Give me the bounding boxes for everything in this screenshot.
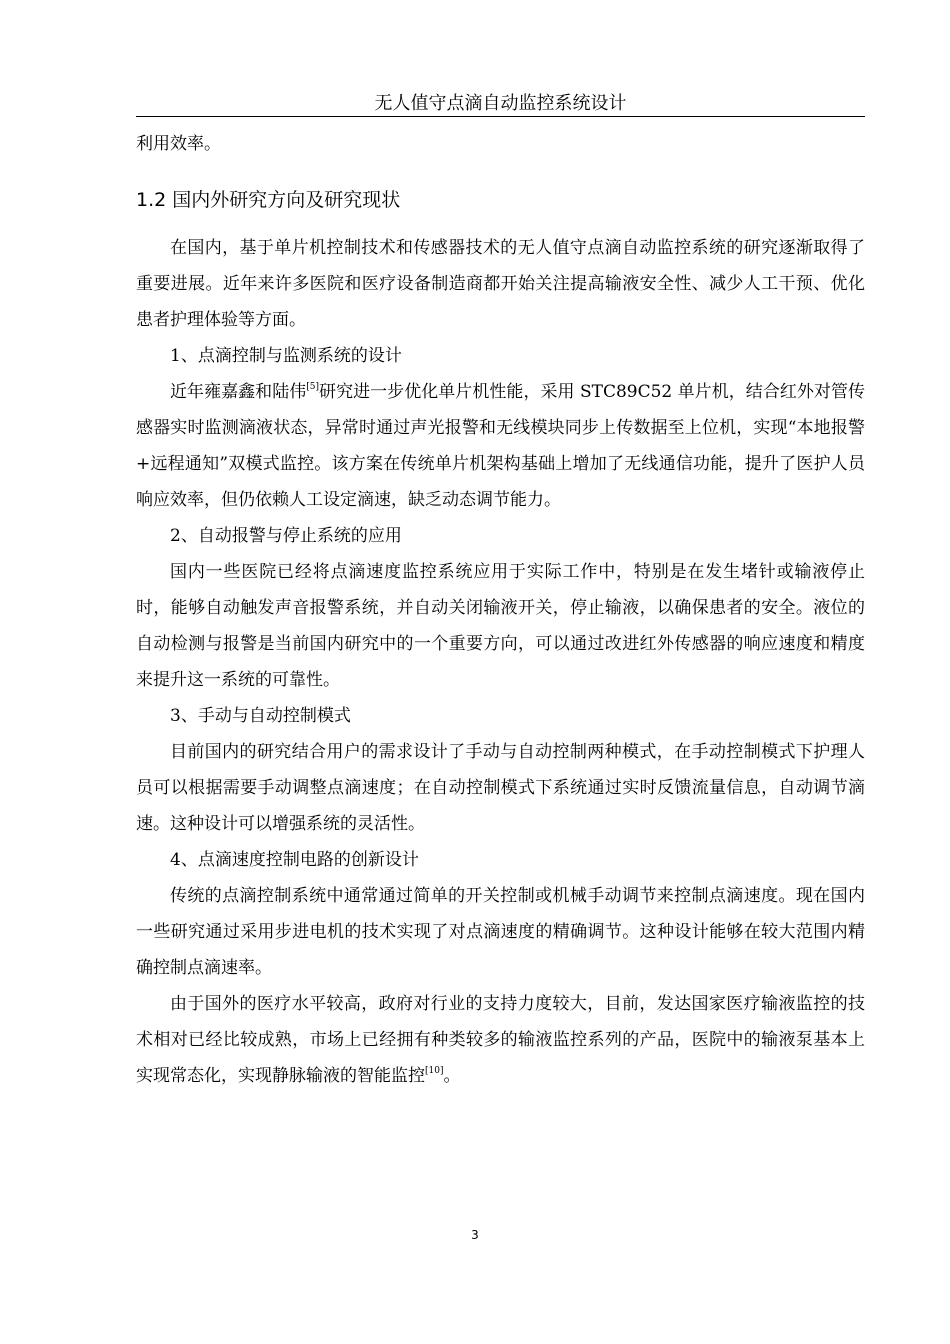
item-1-paragraph [136, 374, 865, 518]
citation-10[interactable]: [10] [425, 1066, 444, 1076]
item-2-title: 2、自动报警与停止系统的应用 [170, 526, 402, 546]
item-1-text-b: 研究进一步优化单片机性能，采用 STC89C52 单片机，结合红外对管传感器实时监测滴液状态，异常时通过声光报警和无线模块同步上传数据至上位机，实现“本地报警+远程通知”双模式监控。该方案在传统单片机架构基础上增加了无线通信功能，提升了医护人员响应效率，但仍依赖人工设定滴速，缺乏动态调节能力。 [136, 382, 865, 510]
item-3-title: 3、手动与自动控制模式 [170, 706, 351, 726]
foreign-text-b: 。 [443, 1066, 461, 1086]
item-1-text-a: 近年雍嘉鑫和陆伟 [170, 382, 307, 402]
item-4-title: 4、点滴速度控制电路的创新设计 [170, 850, 419, 870]
item-2-paragraph: 国内一些医院已经将点滴速度监控系统应用于实际工作中，特别是在发生堵针或输液停止时，能够自动触发声音报警系统，并自动关闭输液开关，停止输液，以确保患者的安全。液位的自动检测与报警是当前国内研究中的一个重要方向，可以通过改进红外传感器的响应速度和精度来提升这一系统的可靠性。 [136, 562, 865, 690]
paragraph-intro: 在国内，基于单片机控制技术和传感器技术的无人值守点滴自动监控系统的研究逐渐取得了重要进展。近年来许多医院和医疗设备制造商都开始关注提高输液安全性、减少人工干预、优化患者护理体验等方面。 [136, 238, 865, 330]
citation-5[interactable]: [5] [306, 382, 320, 392]
paragraph-foreign [136, 986, 865, 1094]
item-3-paragraph: 目前国内的研究结合用户的需求设计了手动与自动控制两种模式，在手动控制模式下护理人员可以根据需要手动调整点滴速度；在自动控制模式下系统通过实时反馈流量信息，自动调节滴速。这种设计可以增强系统的灵活性。 [136, 742, 865, 834]
header-rule [136, 116, 865, 117]
foreign-text-a: 由于国外的医疗水平较高，政府对行业的支持力度较大，目前，发达国家医疗输液监控的技术相对已经比较成熟，市场上已经拥有种类较多的输液监控系列的产品，医院中的输液泵基本上实现常态化，实现静脉输液的智能监控 [136, 994, 865, 1086]
page-number: 3 [471, 1228, 479, 1242]
continued-paragraph: 利用效率。 [136, 134, 221, 154]
item-4-paragraph: 传统的点滴控制系统中通常通过简单的开关控制或机械手动调节来控制点滴速度。现在国内一些研究通过采用步进电机的技术实现了对点滴速度的精确调节。这种设计能够在较大范围内精确控制点滴速率。 [136, 886, 865, 978]
page-header-title: 无人值守点滴自动监控系统设计 [374, 93, 627, 114]
document-body [136, 126, 865, 1094]
item-1-title: 1、点滴控制与监测系统的设计 [170, 346, 402, 366]
section-heading: 1.2 国内外研究方向及研究现状 [136, 189, 401, 211]
